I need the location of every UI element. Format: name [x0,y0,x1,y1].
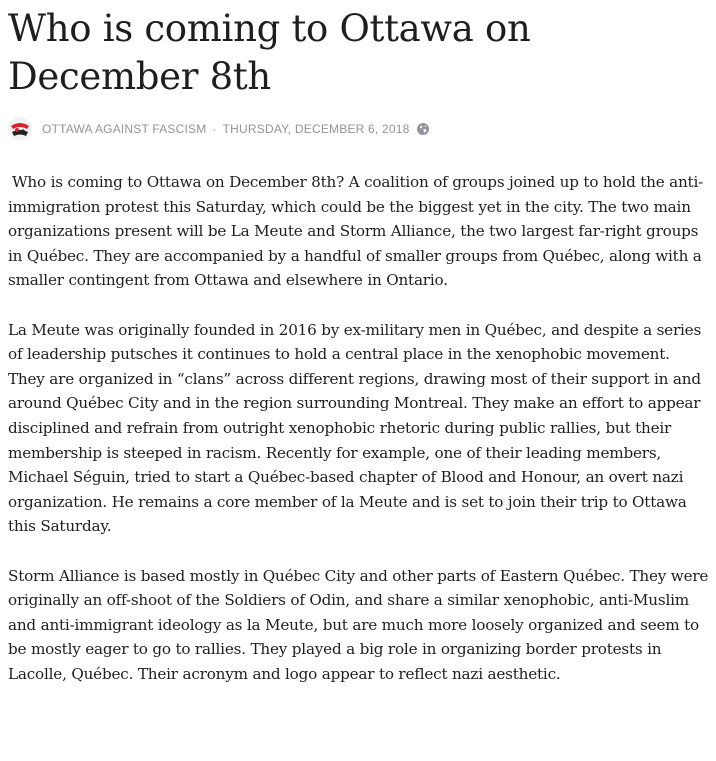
paragraph-3: Storm Alliance is based mostly in Québec City and other parts of Eastern Québec. They were originally an off-shoot of the Soldiers of Odin, and share a similar xenophobic, anti-Muslim and anti-immigrant ideology as la Meute, but are much more loosely organized and seem to be mostly eager to go to rallies. They played a big role in organizing border protests in Lacolle, Québec. Their acronym and logo appear to reflect nazi aesthetic. [8,566,709,683]
avatar-logo-icon [8,117,32,141]
byline-separator: · [212,122,217,136]
author-avatar[interactable] [8,117,32,141]
paragraph-1: Who is coming to Ottawa on December 8th? A coalition of groups joined up to hold the anti-immigration protest this Saturday, which could be the biggest yet in the city. The two main organizations present will be La Meute and Storm Alliance, the two largest far-right groups in Québec. They are accompanied by a handful of smaller groups from Québec, along with a smaller contingent from Ottawa and elsewhere in Ontario. [8,173,704,290]
author-name[interactable]: OTTAWA AGAINST FASCISM [42,122,207,136]
article-title: Who is coming to Ottawa on December 8th [8,7,531,98]
globe-icon [417,123,429,135]
article [8,0,710,711]
paragraph-2: La Meute was originally founded in 2016 by ex-military men in Québec, and despite a series of leadership putsches it continues to hold a central place in the xenophobic movement. They are organized in “clans” across different regions, drawing most of their support in and around Québec City and in the region surrounding Montreal. They make an effort to appear disciplined and refrain from outright xenophobic rhetoric during public rallies, but their membership is steeped in racism. Recently for example, one of their leading members, Michael Séguin, tried to start a Québec-based chapter of Blood and Honour, an overt nazi organization. He remains a core member of la Meute and is set to join their trip to Ottawa this Saturday. [8,320,702,536]
byline [8,116,710,142]
publish-date[interactable]: THURSDAY, DECEMBER 6, 2018 [222,122,410,136]
article-body [8,170,710,686]
